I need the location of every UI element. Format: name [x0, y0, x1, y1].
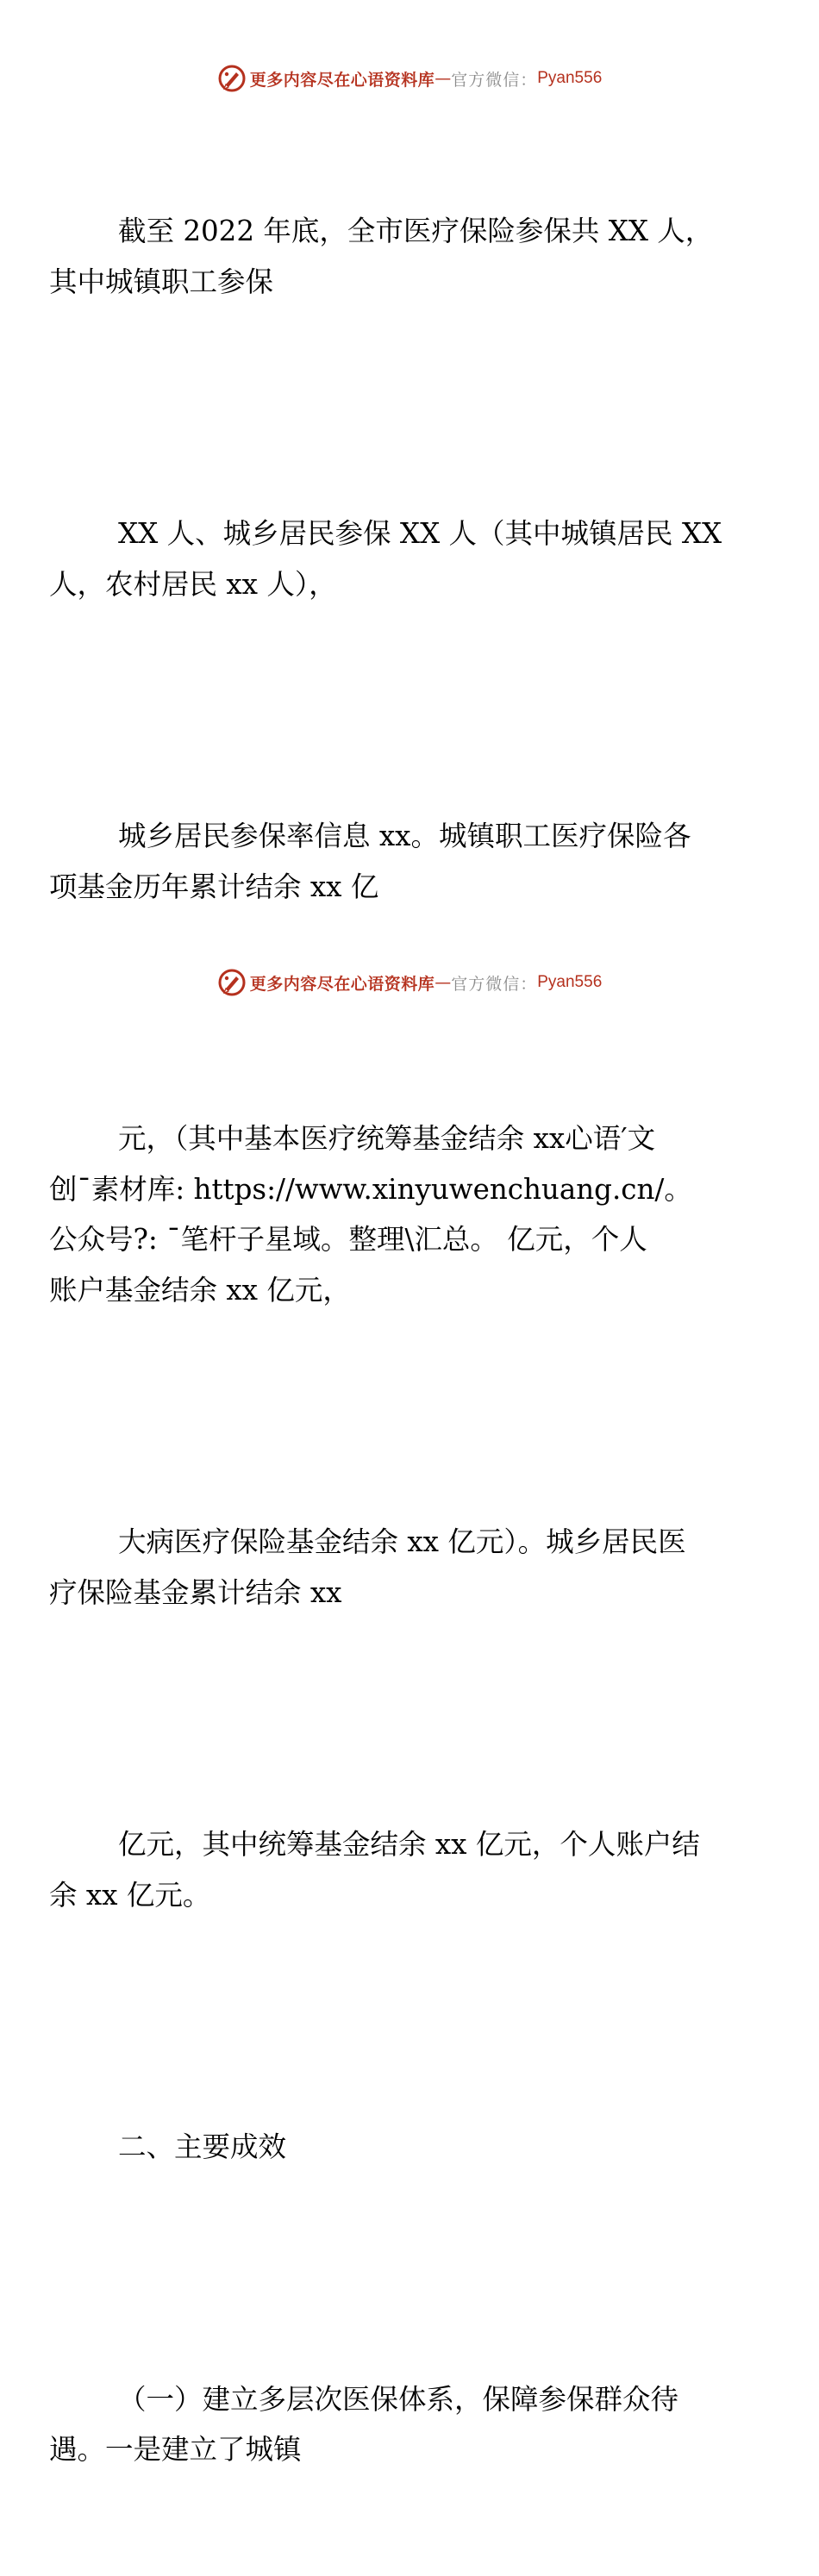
text-line: 疗保险基金累计结余 xx [49, 1575, 342, 1609]
text-line: 创¯素材库: https://www.xinyuwenchuang.cn/。 [49, 1172, 692, 1206]
wechat-label: 官方微信： [451, 974, 538, 994]
text-line: 余 xx 亿元。 [49, 1878, 211, 1912]
text-line: 亿元，其中统筹基金结余 xx 亿元，个人账户结 [118, 1828, 700, 1861]
watermark-text: 更多内容尽在心语资料库 [249, 70, 435, 90]
text-line: 城乡居民参保率信息 xx。城镇职工医疗保险各 [118, 820, 691, 852]
section-heading [84, 2021, 747, 2273]
wechat-id: Pyan556 [537, 69, 603, 87]
paragraph [49, 1416, 747, 1718]
text-line: 大病医疗保险基金结余 xx 亿元）。城乡居民医 [118, 1525, 686, 1558]
pen-logo-icon [217, 64, 247, 93]
wechat-label: 官方微信： [451, 70, 538, 90]
pen-logo-icon [217, 968, 247, 997]
text-line: 人，农村居民 xx 人）， [49, 567, 337, 601]
text-line: 项基金历年累计结余 xx 亿 [49, 870, 379, 903]
text-line: 公众号?: ¯笔杆子星域。整理\汇总。 亿元，个人 [49, 1223, 647, 1256]
header-watermark [0, 61, 819, 96]
text-line: 二、主要成效 [118, 2130, 287, 2163]
text-line: 账户基金结余 xx 亿元， [49, 1273, 351, 1307]
text-line: XX 人、城乡居民参保 XX 人（其中城镇居民 XX [118, 517, 722, 550]
document-body [49, 105, 747, 2576]
text-line: 截至 2022 年底，全市医疗保险参保共 XX 人， [118, 215, 714, 247]
paragraph [49, 408, 747, 710]
watermark-dash: — [435, 69, 452, 88]
watermark-dash: — [435, 973, 452, 992]
paragraph [49, 1013, 747, 1416]
text-line: 其中城镇职工参保 [49, 265, 274, 298]
watermark-text: 更多内容尽在心语资料库 [249, 974, 435, 994]
wechat-id: Pyan556 [537, 973, 603, 991]
text-line: 遇。一是建立了城镇 [49, 2433, 302, 2466]
text-line: 元，（其中基本医疗统筹基金结余 xx心语′文 [118, 1122, 656, 1155]
text-line: （一）建立多层次医保体系，保障参保群众待 [118, 2382, 679, 2416]
footer-watermark [0, 965, 819, 1000]
paragraph [49, 105, 747, 408]
paragraph [49, 1718, 747, 2021]
paragraph [49, 2273, 747, 2576]
